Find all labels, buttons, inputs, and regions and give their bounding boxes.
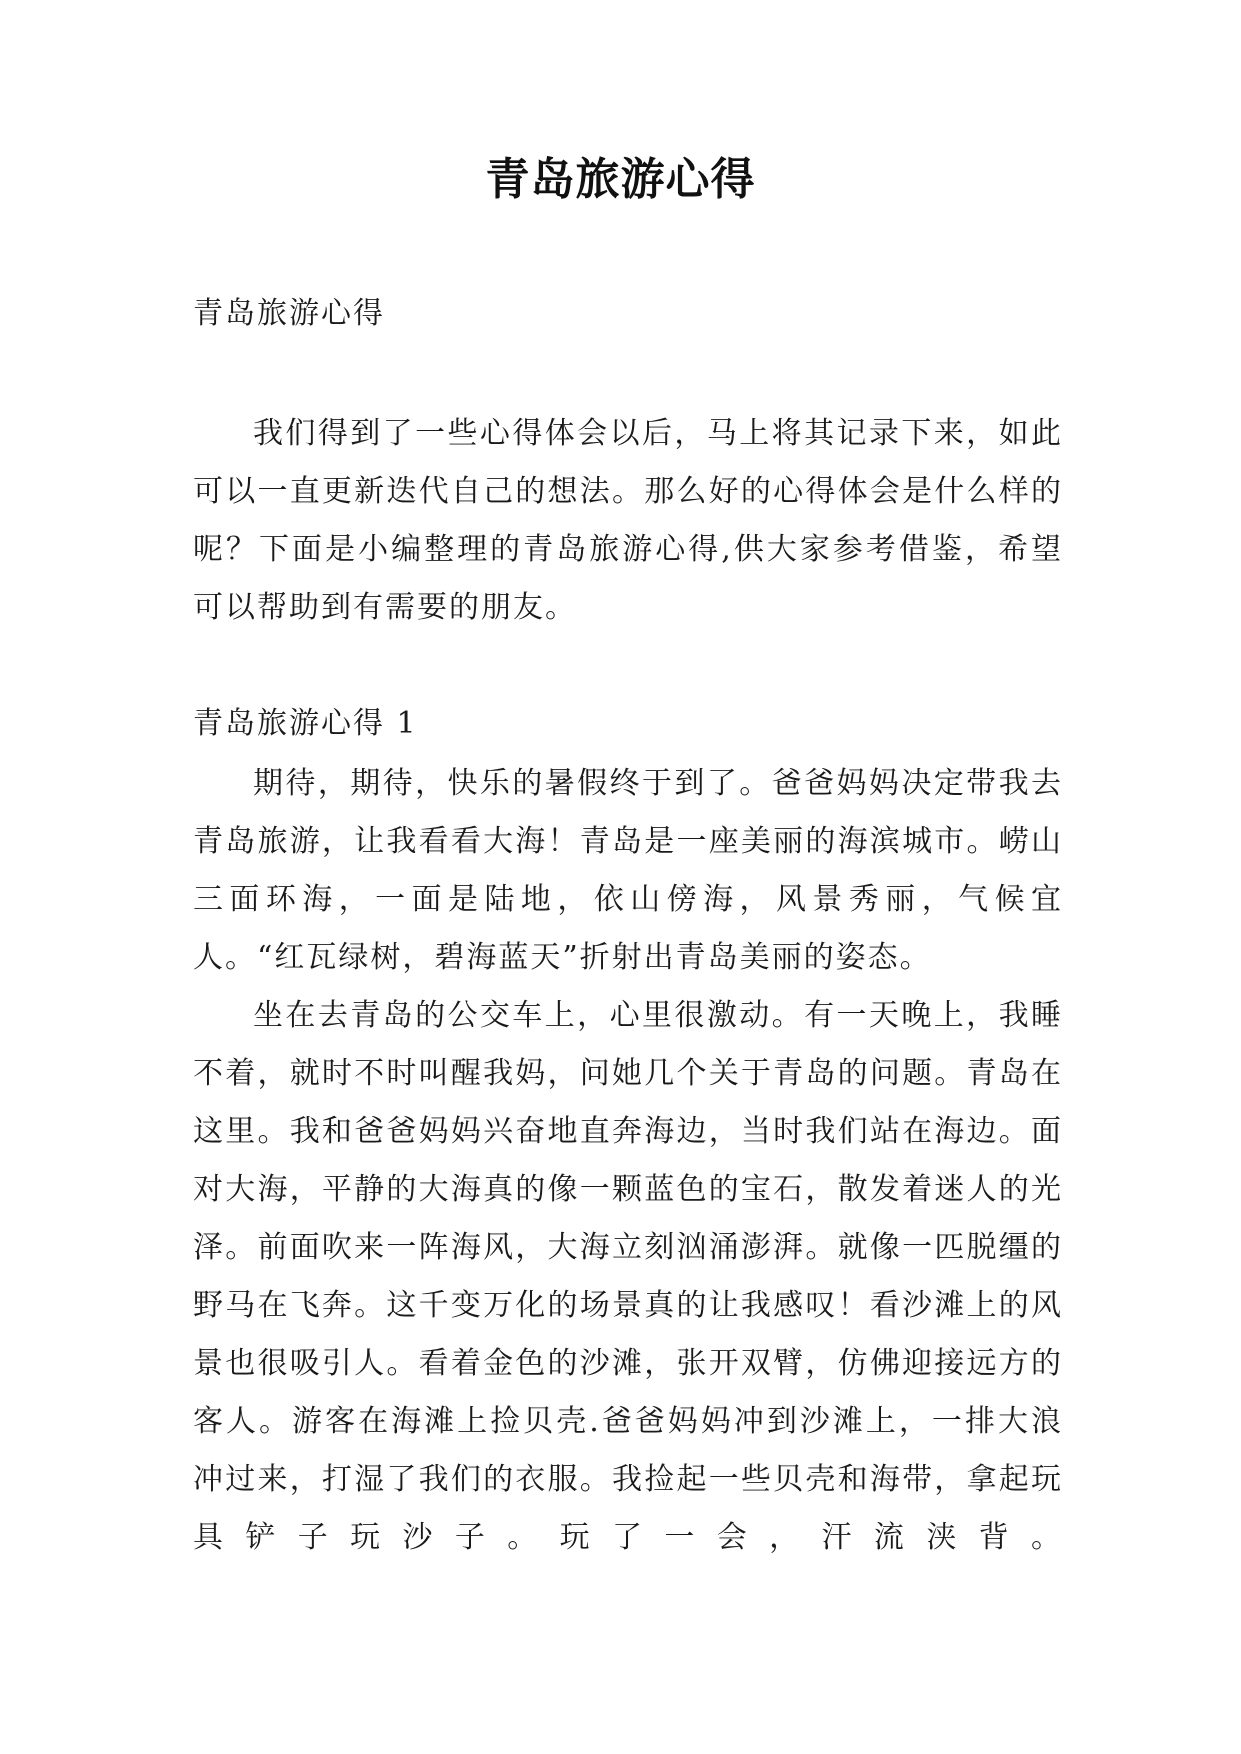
intro-paragraph: 我们得到了一些心得体会以后，马上将其记录下来，如此可以一直更新迭代自己的想法。那么好的心得体会是什么样的呢？下面是小编整理的青岛旅游心得,供大家参考借鉴，希望可以帮助到有需要的朋友。 bbox=[193, 416, 1063, 625]
document-title: 青岛旅游心得 bbox=[485, 154, 756, 205]
section-heading: 青岛旅游心得 1 bbox=[193, 706, 418, 741]
body-paragraph-1: 期待，期待，快乐的暑假终于到了。爸爸妈妈决定带我去青岛旅游，让我看看大海！青岛是一座美丽的海滨城市。崂山三面环海，一面是陆地，依山傍海，风景秀丽，气候宜人。“红瓦绿树，碧海蓝天”折射出青岛美丽的姿态。 bbox=[193, 766, 1063, 975]
intro-block bbox=[193, 405, 1063, 637]
body-paragraph-2: 坐在去青岛的公交车上，心里很激动。有一天晚上，我睡不着，就时不时叫醒我妈，问她几个关于青岛的问题。青岛在这里。我和爸爸妈妈兴奋地直奔海边，当时我们站在海边。面对大海，平静的大海真的像一颗蓝色的宝石，散发着迷人的光泽。前面吹来一阵海风，大海立刻汹涌澎湃。就像一匹脱缰的野马在飞奔。这千变万化的场景真的让我感叹！看沙滩上的风景也很吸引人。看着金色的沙滩，张开双臂，仿佛迎接远方的客人。游客在海滩上捡贝壳.爸爸妈妈冲到沙滩上，一排大浪冲过来，打湿了我们的衣服。我捡起一些贝壳和海带，拿起玩具铲子玩沙子。玩了一会，汗流浃背。 bbox=[193, 998, 1063, 1555]
document-subtitle: 青岛旅游心得 bbox=[193, 296, 385, 331]
section-body bbox=[193, 755, 1063, 1567]
